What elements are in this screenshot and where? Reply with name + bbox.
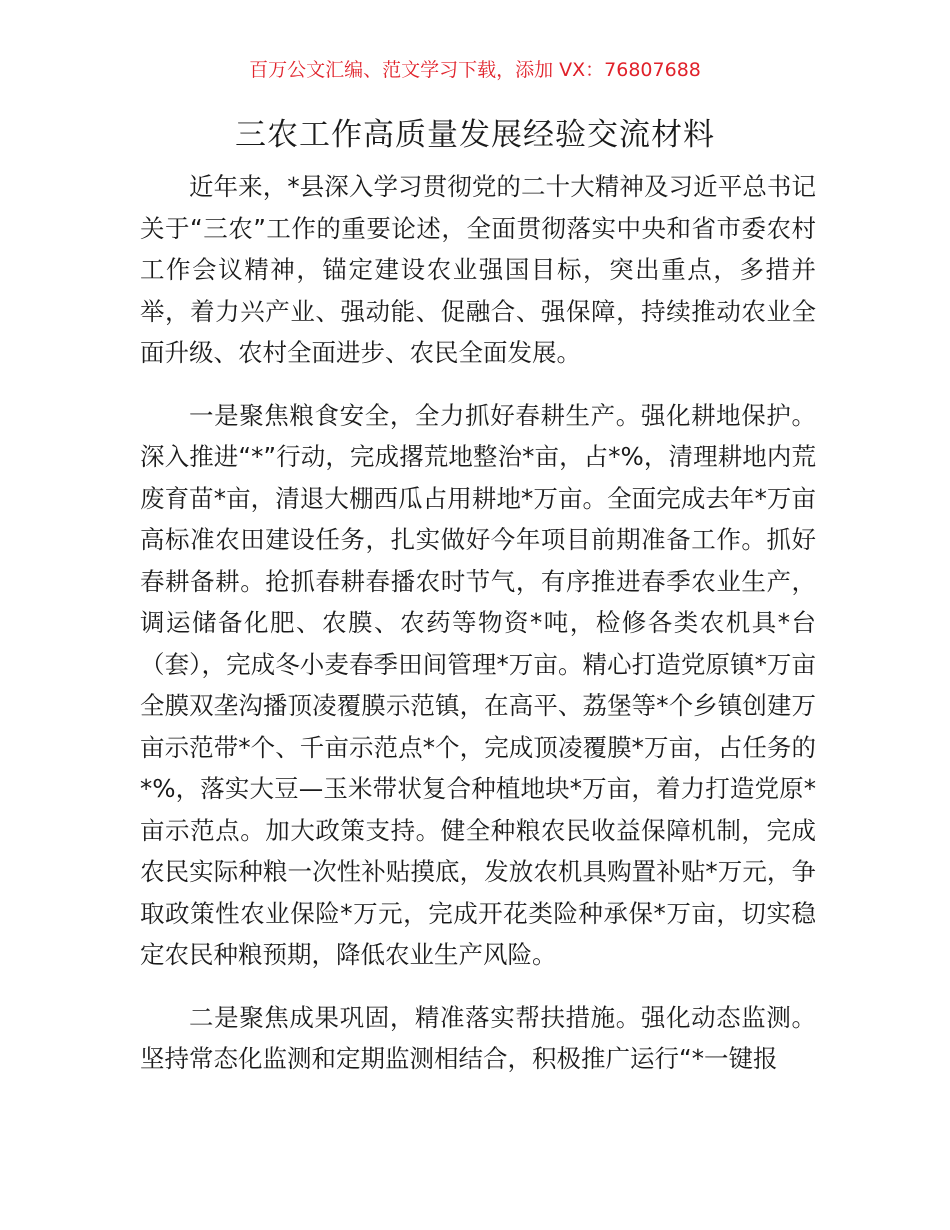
paragraph-consolidation: 二是聚焦成果巩固，精准落实帮扶措施。强化动态监测。坚持常态化监测和定期监测相结合，积极推广运行“*一键报 [140, 1002, 816, 1073]
watermark-banner: 百万公文汇编、范文学习下载，添加 VX：76807688 [249, 59, 701, 81]
paragraph-grain-security: 一是聚焦粮食安全，全力抓好春耕生产。强化耕地保护。深入推进“*”行动，完成撂荒地整治*亩，占*%，清理耕地内荒废育苗*亩，清退大棚西瓜占用耕地*万亩。全面完成去年*万亩高标准农田建设任务，扎实做好今年项目前期准备工作。抓好春耕备耕。抢抓春耕春播农时节气，有序推进春季农业生产，调运储备化肥、农膜、农药等物资*吨，检修各类农机具*台（套），完成冬小麦春季田间管理*万亩。精心打造党原镇*万亩全膜双垄沟播顶凌覆膜示范镇，在高平、荔堡等*个乡镇创建万亩示范带*个、千亩示范点*个，完成顶凌覆膜*万亩，占任务的*%，落实大豆—玉米带状复合种植地块*万亩，着力打造党原*亩示范点。加大政策支持。健全种粮农民收益保障机制，完成农民实际种粮一次性补贴摸底，发放农机具购置补贴*万元，争取政策性农业保险*万元，完成开花类险种承保*万亩，切实稳定农民种粮预期，降低农业生产风险。 [140, 400, 816, 969]
document-body [140, 166, 816, 1101]
paragraph-intro: 近年来，*县深入学习贯彻党的二十大精神及习近平总书记关于“三农”工作的重要论述，全面贯彻落实中央和省市委农村工作会议精神，锚定建设农业强国目标，突出重点，多措并举，着力兴产业、强动能、促融合、强保障，持续推动农业全面升级、农村全面进步、农民全面发展。 [140, 172, 816, 367]
document-title: 三农工作高质量发展经验交流材料 [235, 117, 715, 153]
